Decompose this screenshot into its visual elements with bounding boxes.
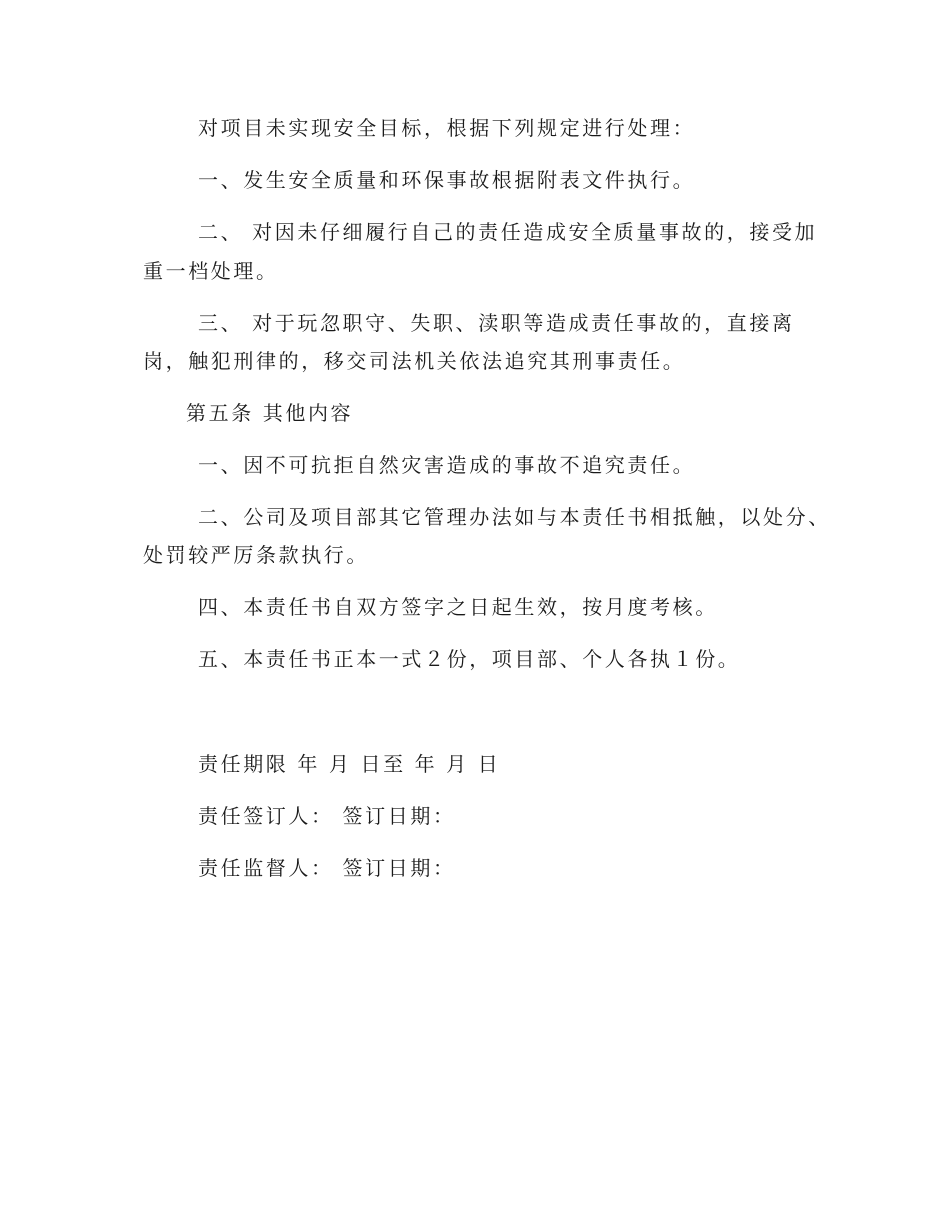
paragraph-other-5: 五、本责任书正本一式２份，项目部、个人各执１份。: [198, 647, 741, 671]
section-heading-article-5: 第五条 其他内容: [186, 401, 354, 425]
supervisor-line: 责任监督人： 签订日期：: [198, 856, 456, 880]
paragraph-item-3-line-1: 三、 对于玩忽职守、失职、渎职等造成责任事故的，直接离: [198, 311, 795, 335]
paragraph-other-4: 四、本责任书自双方签字之日起生效，按月度考核。: [198, 595, 718, 619]
paragraph-other-2-line-1: 二、公司及项目部其它管理办法如与本责任书相抵触，以处分、: [198, 505, 831, 529]
paragraph-item-3-line-2: 岗，触犯刑律的，移交司法机关依法追究其刑事责任。: [143, 349, 686, 373]
paragraph-other-2-line-2: 处罚较严厉条款执行。: [143, 543, 369, 567]
paragraph-item-2-line-1: 二、 对因未仔细履行自己的责任造成安全质量事故的，接受加: [198, 220, 818, 244]
paragraph-item-1: 一、发生安全质量和环保事故根据附表文件执行。: [198, 168, 696, 192]
paragraph-item-2-line-2: 重一档处理。: [143, 259, 279, 283]
signer-line: 责任签订人： 签订日期：: [198, 804, 456, 828]
paragraph-intro: 对项目未实现安全目标，根据下列规定进行处理：: [198, 116, 696, 140]
paragraph-other-1: 一、因不可抗拒自然灾害造成的事故不追究责任。: [198, 453, 696, 477]
responsibility-period: 责任期限 年 月 日至 年 月 日: [198, 752, 501, 776]
